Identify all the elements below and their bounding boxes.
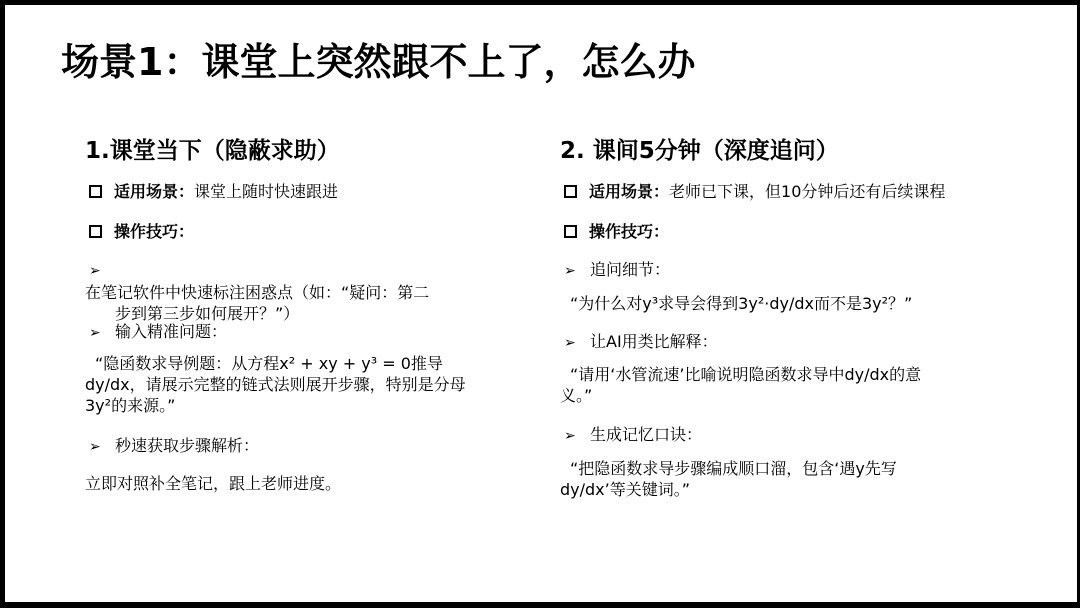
square-bullet-icon <box>89 185 102 198</box>
right-quote1: “为什么对y³求导会得到3y²·dy/dx而不是3y²？” <box>570 294 913 313</box>
right-scene-label: 适用场景： <box>589 182 670 201</box>
arrow-bullet-icon: ➢ <box>564 335 576 351</box>
left-final-text: 立即对照补全笔记，跟上老师进度。 <box>85 474 342 493</box>
right-quote2 <box>560 364 921 406</box>
left-bullet1-line2: 步到第三步如何展开？”） <box>115 304 300 323</box>
square-bullet-icon <box>564 185 577 198</box>
right-scene-line <box>560 181 945 203</box>
left-heading: 1.课堂当下（隐蔽求助） <box>85 138 340 164</box>
arrow-bullet-icon: ➢ <box>89 325 101 341</box>
left-bullet1 <box>85 261 429 324</box>
left-quote <box>85 353 466 416</box>
left-tips-line <box>85 221 194 243</box>
right-bullet1-text: 追问细节： <box>590 260 671 279</box>
left-scene-line <box>85 181 338 203</box>
right-quote2-line1: “请用‘水管流速’比喻说明隐函数求导中dy/dx的意 <box>570 365 922 384</box>
arrow-bullet-icon: ➢ <box>564 263 576 279</box>
left-quote-line3: 3y²的来源。” <box>85 396 176 415</box>
left-bullet1-line1: 在笔记软件中快速标注困惑点（如：“疑问：第二 <box>85 283 430 302</box>
left-quote-line2: dy/dx，请展示完整的链式法则展开步骤，特别是分母 <box>85 375 466 394</box>
right-heading: 2. 课间5分钟（深度追问） <box>560 138 839 164</box>
right-bullet3-text: 生成记忆口诀： <box>590 425 703 444</box>
right-quote2-line2: 义。” <box>560 386 593 405</box>
right-tips-label: 操作技巧： <box>589 222 670 241</box>
right-bullet2 <box>560 331 718 354</box>
left-bullet2 <box>85 321 227 344</box>
left-tips-label: 操作技巧： <box>114 222 195 241</box>
right-quote3 <box>560 458 897 500</box>
left-quote-line1: “隐函数求导例题：从方程x² + xy + y³ = 0推导 <box>95 354 443 373</box>
arrow-bullet-icon: ➢ <box>89 439 101 455</box>
left-bullet2-text: 输入精准问题： <box>115 322 228 341</box>
right-scene-text: 老师已下课，但10分钟后还有后续课程 <box>669 182 946 201</box>
left-bullet3 <box>85 435 259 458</box>
arrow-bullet-icon: ➢ <box>564 428 576 444</box>
slide-title: 场景1：课堂上突然跟不上了，怎么办 <box>61 40 696 84</box>
square-bullet-icon <box>564 225 577 238</box>
right-bullet3 <box>560 424 702 447</box>
left-bullet3-text: 秒速获取步骤解析： <box>115 436 260 455</box>
right-quote3-line2: dy/dx’等关键词。” <box>560 480 691 499</box>
left-scene-label: 适用场景： <box>114 182 195 201</box>
right-quote3-line1: “把隐函数求导步骤编成顺口溜，包含‘遇y先写 <box>570 459 897 478</box>
left-scene-text: 课堂上随时快速跟进 <box>194 182 339 201</box>
right-bullet1 <box>560 259 670 282</box>
arrow-bullet-icon: ➢ <box>89 263 101 279</box>
right-bullet2-text: 让AI用类比解释： <box>590 332 718 351</box>
square-bullet-icon <box>89 225 102 238</box>
right-tips-line <box>560 221 669 243</box>
